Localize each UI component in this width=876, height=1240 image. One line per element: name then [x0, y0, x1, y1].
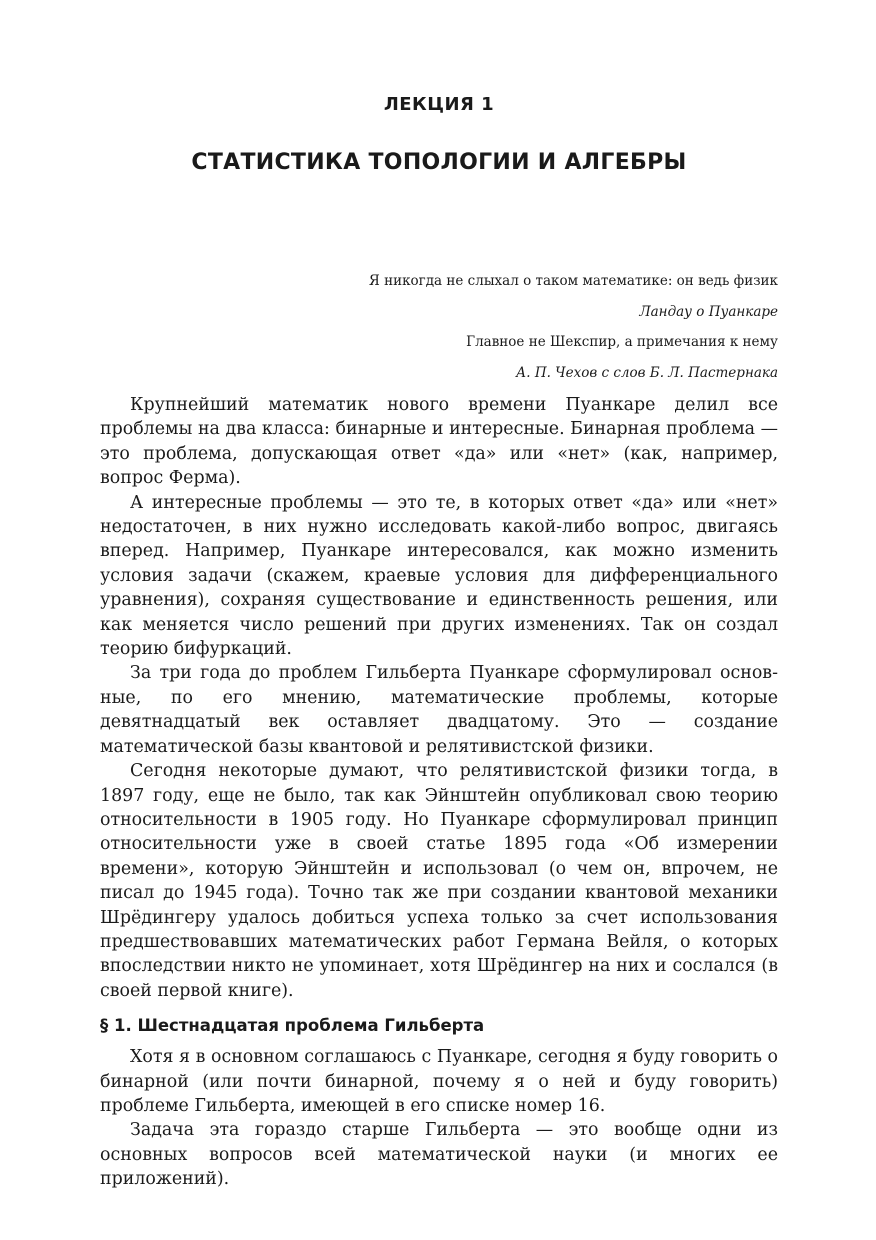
section-heading: § 1. Шестнадцатая проблема Гильберта [100, 1016, 485, 1036]
paragraph: Сегодня некоторые думают, что релятивистской физики тогда, в 1897 году, еще не было, так как Эйнштейн опубликовал свою теорию относительности в 1905 году. Но Пуанкаре сформулировал принцип относительности уже в своей статье 1895 года «Об измерении времени», которую Эйнштейн и использовал (о чем он, впрочем, не писал до 1945 года). Точно так же при создании квантовой механики Шрёдингеру удалось добиться успеха только за счет использования предшествовавших математических работ Германа Вейля, о которых впоследствии никто не упоминает, хотя Шрёдингер на них и сослался (в своей первой книге). [100, 761, 778, 1001]
body-text [100, 393, 778, 1192]
book-page [100, 0, 778, 1240]
paragraph: Задача эта гораздо старше Гильберта — это вообще одни из основных вопросов всей математической науки (и многих ее приложений). [100, 1120, 778, 1190]
lecture-title: СТАТИСТИКА ТОПОЛОГИИ И АЛГЕБРЫ [191, 150, 687, 175]
epigraph-author: А. П. Чехов с слов Б. Л. Пастернака [516, 364, 778, 381]
epigraphs [258, 266, 778, 388]
epigraph-quote: Главное не Шекспир, а примечания к нему [466, 334, 778, 350]
epigraph-author: Ландау о Пуанкаре [639, 303, 778, 320]
paragraph: А интересные проблемы — это те, в которых ответ «да» или «нет» недостаточен, в них нужно исследовать какой-либо вопрос, двигаясь вперед. Например, Пуанкаре интересовался, как можно изменить условия задачи (скажем, краевые условия для дифференциального уравнения), сохраняя существование и единственность решения, или как меняется число решений при других изменениях. Так он создал теорию бифуркаций. [100, 492, 778, 660]
epigraph-quote: Я никогда не слыхал о таком математике: он ведь физик [368, 273, 778, 289]
paragraph: За три года до проблем Гильберта Пуанкаре сформулировал основные, по его мнению, математические проблемы, которые девятнадцатый век оставляет двадцатому. Это — создание математической базы квантовой и релятивистской физики. [100, 663, 778, 757]
paragraph: Крупнейший математик нового времени Пуанкаре делил все проблемы на два класса: бинарные и интересные. Бинарная проблема — это проблема, допускающая ответ «да» или «нет» (как, например, вопрос Ферма). [100, 395, 778, 489]
paragraph: Хотя я в основном соглашаюсь с Пуанкаре, сегодня я буду говорить о бинарной (или почти бинарной, почему я о ней и буду говорить) проблеме Гильберта, имеющей в его списке номер 16. [100, 1047, 778, 1116]
lecture-number: ЛЕКЦИЯ 1 [383, 94, 495, 115]
